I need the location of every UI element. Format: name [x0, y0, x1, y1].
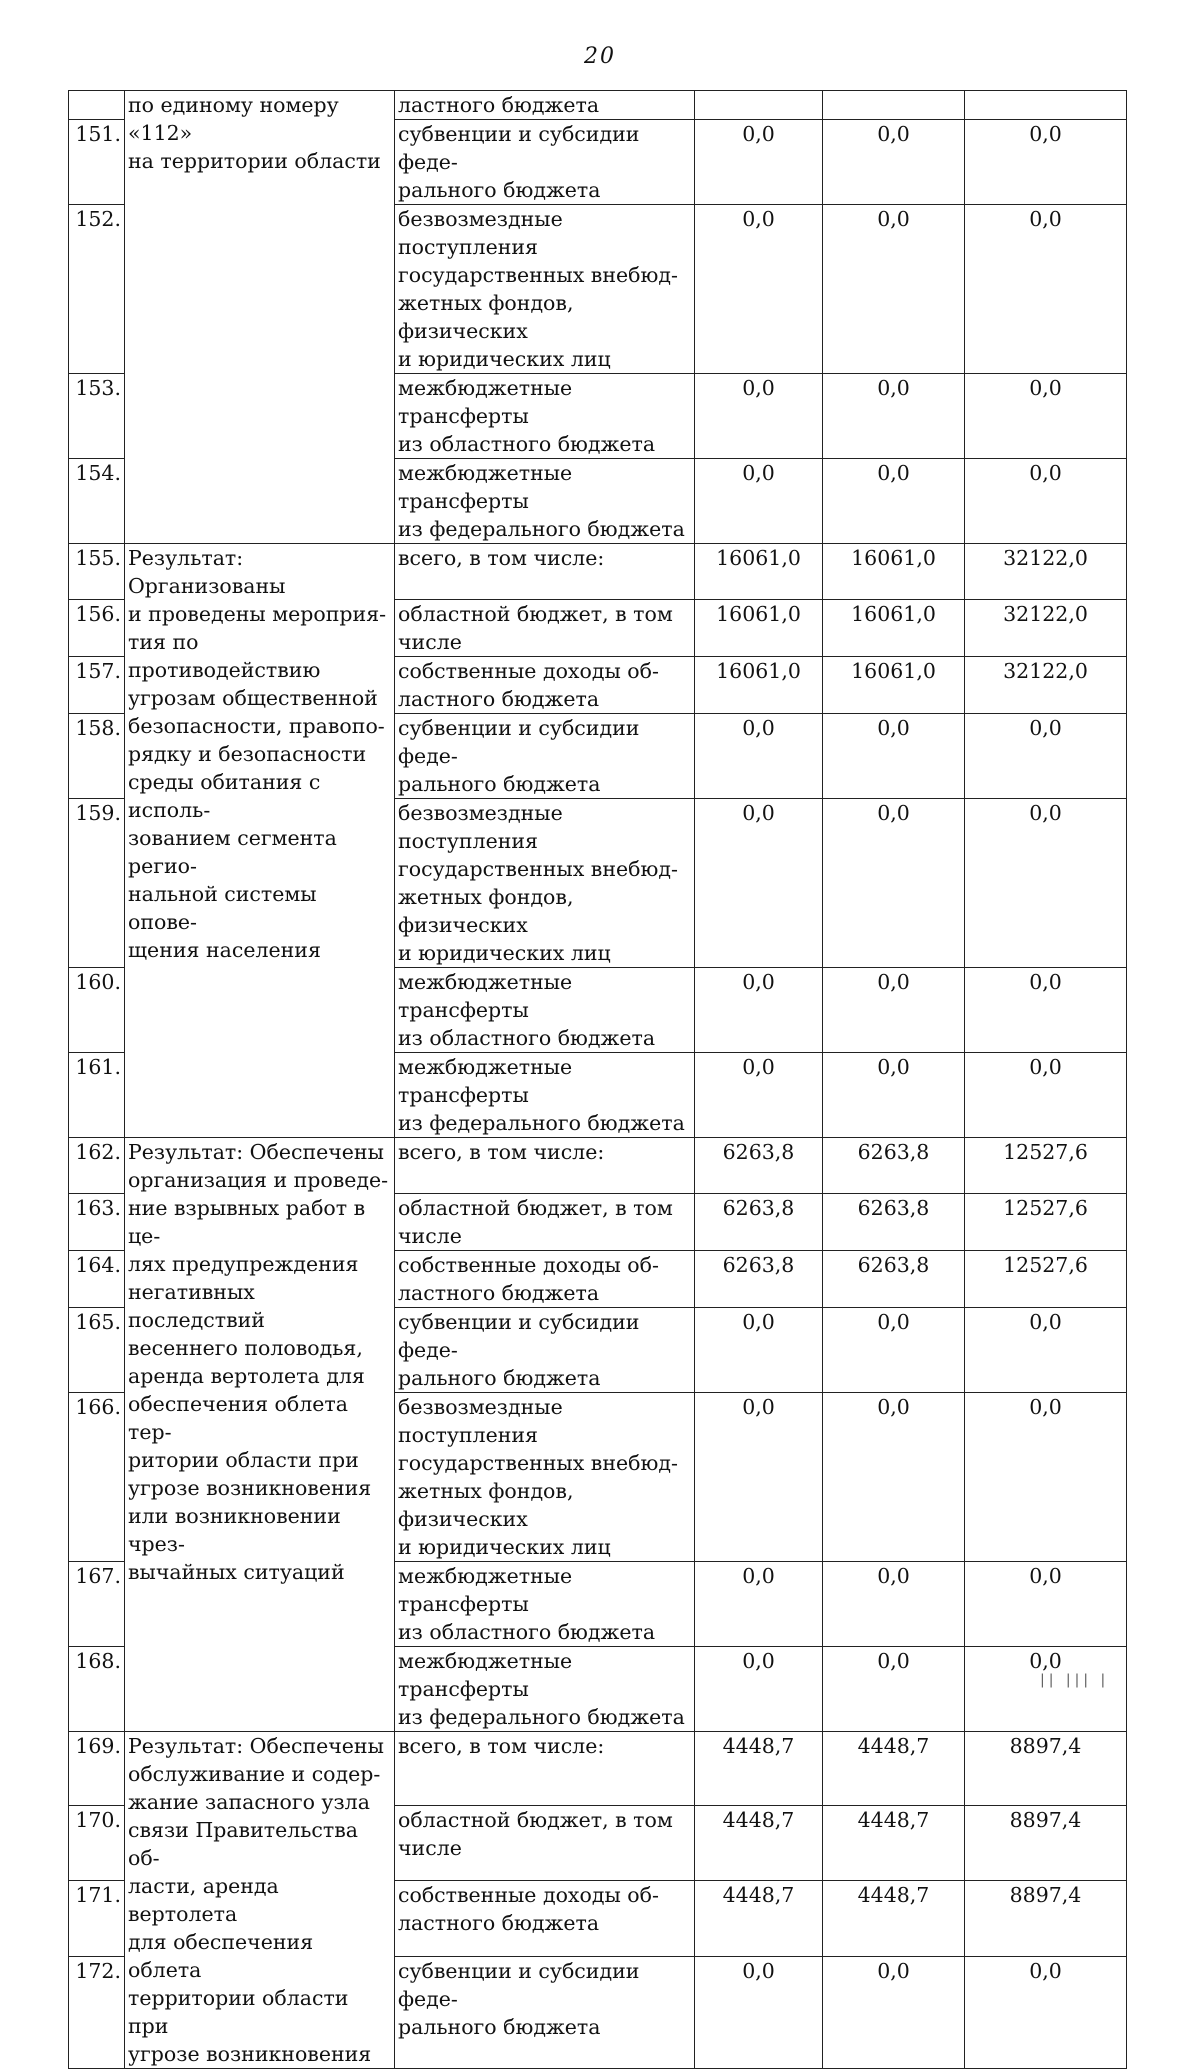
funding-source: субвенции и субсидии феде- рального бюджета	[395, 714, 695, 799]
value-year-2: 0,0	[823, 1053, 965, 1138]
row-number: 166.	[69, 1393, 125, 1562]
funding-source: безвозмездные поступления государственных внебюд- жетных фондов, физических и юридических лиц	[395, 1393, 695, 1562]
row-number: 158.	[69, 714, 125, 799]
funding-source: межбюджетные трансферты из областного бюджета	[395, 374, 695, 459]
funding-source: всего, в том числе:	[395, 1138, 695, 1194]
value-year-2: 0,0	[823, 374, 965, 459]
row-number: 161.	[69, 1053, 125, 1138]
value-year-1: 0,0	[695, 1956, 823, 2068]
value-year-2	[823, 91, 965, 120]
funding-source: областной бюджет, в том числе	[395, 600, 695, 657]
value-total: 0,0	[965, 1562, 1127, 1647]
value-year-1: 0,0	[695, 120, 823, 205]
funding-source: безвозмездные поступления государственных внебюд- жетных фондов, физических и юридических лиц	[395, 799, 695, 968]
value-total: 0,0	[965, 459, 1127, 544]
value-year-1: 4448,7	[695, 1881, 823, 1956]
value-year-1: 6263,8	[695, 1251, 823, 1308]
value-year-2: 0,0	[823, 1393, 965, 1562]
value-year-1: 0,0	[695, 459, 823, 544]
result-description: Результат: Обеспечены обслуживание и содер- жание запасного узла связи Правительства об- ласти, аренда вертолета для обеспечения облета территории области при угрозе возникновения	[125, 1732, 395, 2069]
value-year-2: 4448,7	[823, 1881, 965, 1956]
value-total: 0,0	[965, 1308, 1127, 1393]
value-total: 0,0	[965, 1053, 1127, 1138]
row-number: 171.	[69, 1881, 125, 1956]
funding-source: субвенции и субсидии феде- рального бюджета	[395, 1308, 695, 1393]
value-total: 0,0	[965, 1956, 1127, 2068]
value-year-2: 6263,8	[823, 1251, 965, 1308]
funding-source: субвенции и субсидии феде- рального бюджета	[395, 1956, 695, 2068]
value-year-1: 0,0	[695, 799, 823, 968]
funding-source: безвозмездные поступления государственных внебюд- жетных фондов, физических и юридических лиц	[395, 205, 695, 374]
value-total: 0,0	[965, 1393, 1127, 1562]
funding-source: межбюджетные трансферты из федерального бюджета	[395, 1053, 695, 1138]
value-year-1	[695, 91, 823, 120]
row-number: 167.	[69, 1562, 125, 1647]
value-total: 0,0	[965, 205, 1127, 374]
value-total: 0,0	[965, 799, 1127, 968]
row-number: 153.	[69, 374, 125, 459]
value-year-2: 0,0	[823, 1562, 965, 1647]
value-year-1: 0,0	[695, 1053, 823, 1138]
value-total: 8897,4	[965, 1881, 1127, 1956]
value-year-2: 0,0	[823, 1956, 965, 2068]
budget-table	[68, 90, 1127, 2069]
table-row	[69, 1138, 1127, 1194]
value-total: 12527,6	[965, 1138, 1127, 1194]
page-number: 20	[584, 44, 616, 69]
value-year-2: 4448,7	[823, 1732, 965, 1806]
value-year-2: 16061,0	[823, 600, 965, 657]
value-year-1: 4448,7	[695, 1806, 823, 1881]
row-number: 164.	[69, 1251, 125, 1308]
row-number: 170.	[69, 1806, 125, 1881]
funding-source: межбюджетные трансферты из федерального бюджета	[395, 1647, 695, 1732]
value-total	[965, 91, 1127, 120]
value-year-2: 0,0	[823, 459, 965, 544]
value-year-1: 16061,0	[695, 544, 823, 600]
row-number: 154.	[69, 459, 125, 544]
value-year-2: 0,0	[823, 714, 965, 799]
row-number: 168.	[69, 1647, 125, 1732]
funding-source: всего, в том числе:	[395, 544, 695, 600]
value-year-2: 0,0	[823, 799, 965, 968]
row-number: 157.	[69, 657, 125, 714]
funding-source: межбюджетные трансферты из областного бюджета	[395, 1562, 695, 1647]
value-total: 0,0	[965, 374, 1127, 459]
row-number: 169.	[69, 1732, 125, 1806]
value-year-1: 0,0	[695, 1393, 823, 1562]
value-year-1: 6263,8	[695, 1138, 823, 1194]
funding-source: межбюджетные трансферты из федерального бюджета	[395, 459, 695, 544]
value-year-1: 6263,8	[695, 1194, 823, 1251]
value-total: 32122,0	[965, 657, 1127, 714]
value-total: 32122,0	[965, 600, 1127, 657]
value-total: 32122,0	[965, 544, 1127, 600]
funding-source: областной бюджет, в том числе	[395, 1806, 695, 1881]
table-row	[69, 544, 1127, 600]
funding-source: субвенции и субсидии феде- рального бюджета	[395, 120, 695, 205]
table-row	[69, 91, 1127, 120]
value-total: 0,0	[965, 968, 1127, 1053]
row-number: 159.	[69, 799, 125, 968]
value-year-2: 16061,0	[823, 657, 965, 714]
row-number: 151.	[69, 120, 125, 205]
value-total: 8897,4	[965, 1806, 1127, 1881]
row-number: 156.	[69, 600, 125, 657]
row-number: 152.	[69, 205, 125, 374]
value-year-2: 0,0	[823, 1308, 965, 1393]
funding-source: межбюджетные трансферты из областного бюджета	[395, 968, 695, 1053]
result-description: Результат: Организованы и проведены мероприя- тия по противодействию угрозам общественной безопасности, правопо- рядку и безопасности среды обитания с исполь- зованием сегмента регио- нальной системы опове- щения населения	[125, 544, 395, 1138]
funding-source: всего, в том числе:	[395, 1732, 695, 1806]
value-year-2: 4448,7	[823, 1806, 965, 1881]
value-year-1: 0,0	[695, 714, 823, 799]
value-total: 0,0	[965, 714, 1127, 799]
value-year-2: 6263,8	[823, 1194, 965, 1251]
row-number: 155.	[69, 544, 125, 600]
value-year-1: 16061,0	[695, 657, 823, 714]
value-year-1: 0,0	[695, 1562, 823, 1647]
value-total: 12527,6	[965, 1194, 1127, 1251]
value-year-1: 0,0	[695, 1647, 823, 1732]
value-total: 8897,4	[965, 1732, 1127, 1806]
value-year-1: 16061,0	[695, 600, 823, 657]
value-total: 12527,6	[965, 1251, 1127, 1308]
row-number	[69, 91, 125, 120]
value-year-1: 0,0	[695, 1308, 823, 1393]
value-year-2: 0,0	[823, 968, 965, 1053]
row-number: 172.	[69, 1956, 125, 2068]
value-year-2: 0,0	[823, 205, 965, 374]
table-row	[69, 1732, 1127, 1806]
funding-source: ластного бюджета	[395, 91, 695, 120]
row-number: 162.	[69, 1138, 125, 1194]
value-year-2: 0,0	[823, 1647, 965, 1732]
funding-source: областной бюджет, в том числе	[395, 1194, 695, 1251]
value-year-1: 0,0	[695, 374, 823, 459]
value-total: 0,0	[965, 120, 1127, 205]
value-year-1: 4448,7	[695, 1732, 823, 1806]
value-year-1: 0,0	[695, 968, 823, 1053]
scan-marks: || ||| |	[1040, 1672, 1110, 1688]
row-number: 160.	[69, 968, 125, 1053]
value-year-2: 16061,0	[823, 544, 965, 600]
funding-source: собственные доходы об- ластного бюджета	[395, 1881, 695, 1956]
value-year-2: 0,0	[823, 120, 965, 205]
value-year-1: 0,0	[695, 205, 823, 374]
value-year-2: 6263,8	[823, 1138, 965, 1194]
funding-source: собственные доходы об- ластного бюджета	[395, 657, 695, 714]
result-description: Результат: Обеспечены организация и проведе- ние взрывных работ в це- лях предупреждения негативных последствий весеннего половодья, аренда вертолета для обеспечения облета тер- ритории области при угрозе возникновения или возникновении чрез- вычайных ситуаций	[125, 1138, 395, 1732]
value-total: 0,0	[965, 1647, 1127, 1732]
row-number: 163.	[69, 1194, 125, 1251]
row-number: 165.	[69, 1308, 125, 1393]
result-description: по единому номеру «112» на территории области	[125, 91, 395, 544]
funding-source: собственные доходы об- ластного бюджета	[395, 1251, 695, 1308]
